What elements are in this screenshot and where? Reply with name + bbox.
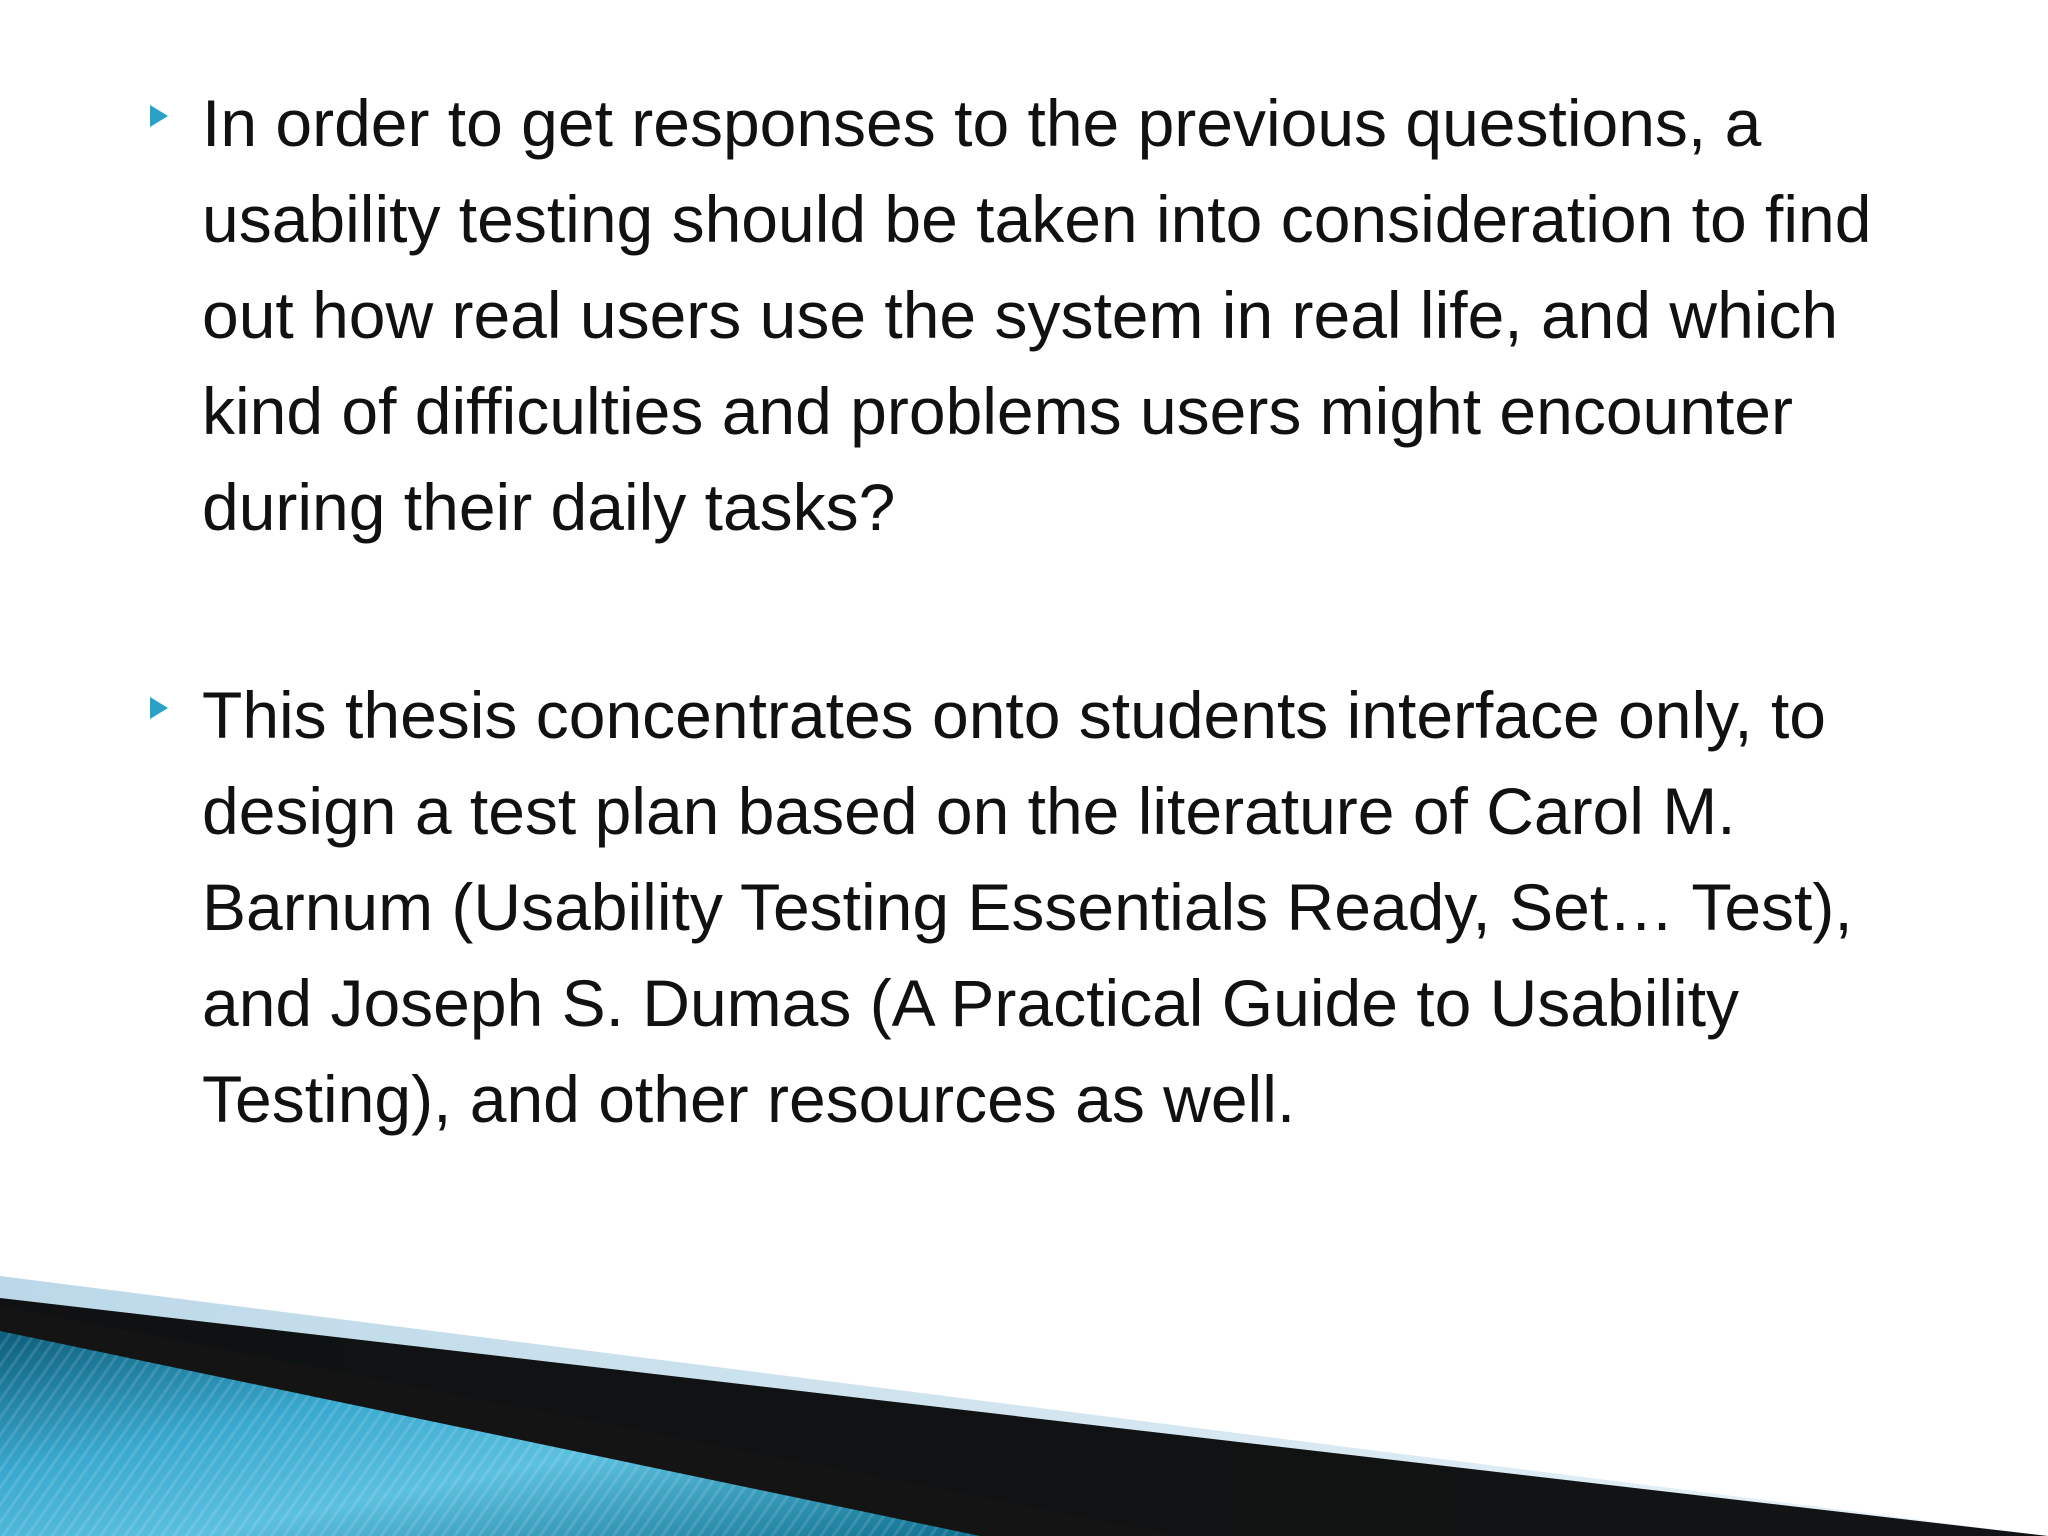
- bullet-item-2: [150, 667, 1950, 1147]
- bullet-list: [150, 75, 1950, 1259]
- triangle-bullet-icon: [150, 105, 168, 127]
- triangle-bullet-icon: [150, 697, 168, 719]
- bullet-item-1: [150, 75, 1950, 555]
- bullet-text-2: This thesis concentrates onto students interface only, to design a test plan based on the literature of Carol M. Barnum (Usability Testing Essentials Ready, Set… Test), and Joseph S. Dumas (A Practical Guide to Usability Testing), and other resources as well.: [202, 678, 1853, 1136]
- bullet-text-1: In order to get responses to the previous questions, a usability testing should be taken into consideration to find out how real users use the system in real life, and which kind of difficulties and problems users might encounter during their daily tasks?: [202, 86, 1872, 544]
- bottom-decoration: [0, 1276, 2048, 1536]
